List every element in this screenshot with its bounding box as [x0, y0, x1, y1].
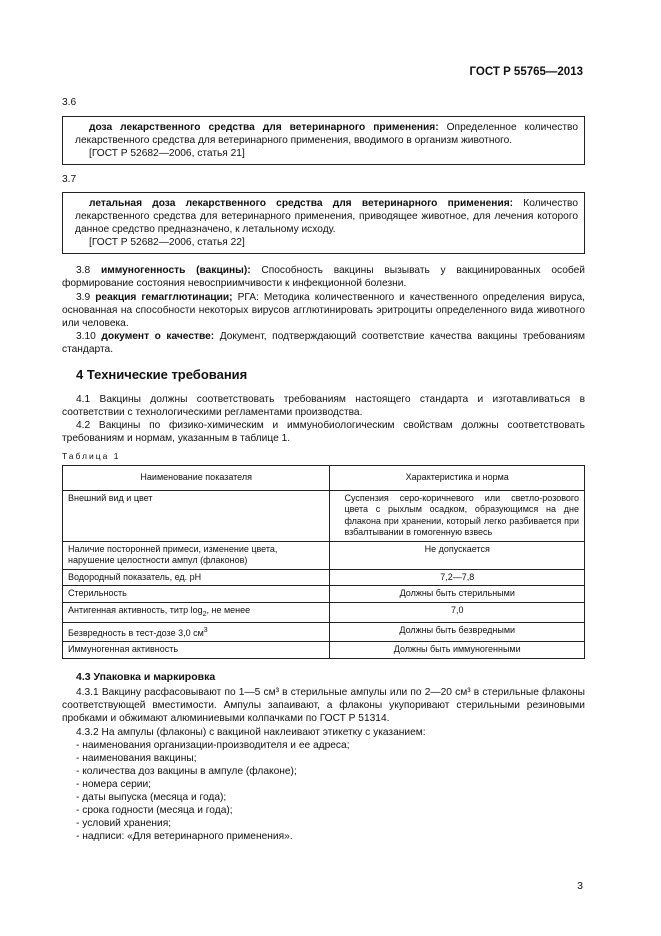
table-caption: Таблица 1: [62, 451, 121, 461]
term-definition: [75, 121, 578, 147]
paragraph-4-3-2: 4.3.2 На ампулы (флаконы) с вакциной наклеивают этикетку с указанием:: [76, 727, 426, 738]
list-item: - наименования вакцины;: [76, 752, 585, 765]
def-text: Способность вакцины вызывать у вакцинированных особей формирование состояния невосприимчивости к инфекционной болезни.: [62, 265, 585, 289]
term-title: летальная доза лекарственного средства для ветеринарного применения:: [89, 198, 514, 209]
table-cell: Водородный показатель, ед. рН: [63, 569, 330, 586]
list-item: - надписи: «Для ветеринарного применения».: [76, 830, 585, 843]
list-item: - количества доз вакцины в ампуле (флаконе);: [76, 765, 585, 778]
def-number: 3.10: [76, 331, 96, 342]
table-row: [63, 569, 585, 586]
paragraph-4-2: 4.2 Вакцины по физико-химическим и иммунобиологическим свойствам должны соответствовать требованиям и нормам, указанным в таблице 1.: [62, 420, 585, 444]
table-row: [63, 541, 585, 569]
table-cell: Стерильность: [63, 586, 330, 603]
label-list: [76, 739, 585, 843]
def-number: 3.8: [76, 265, 91, 276]
list-item: - условий хранения;: [76, 817, 585, 830]
def-term: реакция гемагглютинации;: [95, 292, 233, 303]
table-header-row: [63, 466, 585, 491]
table-cell: Безвредность в тест-дозе 3,0 $см^3$: [63, 622, 330, 642]
table-cell: Суспензия серо-коричневого или светло-розового цвета с рыхлым осадком, образующимся на дне флакона при хранении, который легко разбивается при взбалтывании в гомогенную взвесь: [330, 490, 585, 541]
table-cell: Должны быть безвредными: [330, 622, 585, 642]
table-cell: 7,2—7,8: [330, 569, 585, 586]
definition-3-10: [62, 330, 585, 356]
page-number: 3: [577, 880, 583, 892]
table-row: [63, 602, 585, 622]
def-number: 3.9: [76, 292, 91, 303]
table-cell: Антигенная активность, титр $\log_2$, не менее: [63, 602, 330, 622]
table-header: Наименование показателя: [63, 466, 330, 491]
term-text: Определенное количество лекарственного средства для ветеринарного применения, вводимого в организм животного.: [75, 122, 578, 146]
table-cell: Не допускается: [330, 541, 585, 569]
term-box: [62, 192, 585, 254]
document-id: ГОСТ Р 55765—2013: [469, 66, 583, 78]
paragraph-4-3-1: 4.3.1 Вакцину расфасовывают по 1—5 см³ в стерильные ампулы или по 2—20 см³ в стерильные флаконы соответствующей вместимости. Ампулы запаивают, а флаконы укупоривают стерильными резиновыми пробками и обжимают алюминиевыми колпачками по ГОСТ Р 51314.: [62, 687, 585, 724]
def-term: иммуногенность (вакцины):: [100, 265, 251, 276]
term-number: 3.7: [62, 174, 77, 185]
table-row: [63, 642, 585, 659]
definition-3-9: [62, 291, 585, 330]
term-text: Количество лекарственного средства для ветеринарного применения, приводящее животное, для лечения которого данное средство предназначено, к летальному исходу.: [75, 198, 579, 235]
definition-3-8: [62, 264, 585, 290]
term-source: [ГОСТ Р 52682—2006, статья 21]: [89, 148, 245, 159]
term-definition: [75, 197, 578, 236]
table-cell: Должны быть иммуногенными: [330, 642, 585, 659]
term-number: 3.6: [62, 97, 77, 108]
def-term: документ о качестве:: [101, 331, 215, 342]
table-cell: Внешний вид и цвет: [63, 490, 330, 541]
term-source: [ГОСТ Р 52682—2006, статья 22]: [89, 237, 245, 248]
list-item: - наименования организации-производителя и ее адреса;: [76, 739, 585, 752]
def-text: Документ, подтверждающий соответствие качества вакцины требованиям стандарта.: [62, 331, 585, 355]
list-item: - номера серии;: [76, 778, 585, 791]
term-title: доза лекарственного средства для ветеринарного применения:: [89, 122, 439, 133]
table-cell: Наличие посторонней примеси, изменение цвета, нарушение целостности ампул (флаконов): [63, 541, 330, 569]
subsection-heading: 4.3 Упаковка и маркировка: [76, 671, 216, 683]
list-item: - даты выпуска (месяца и года);: [76, 791, 585, 804]
table-row: [63, 586, 585, 603]
table-cell: Иммуногенная активность: [63, 642, 330, 659]
term-box: [62, 116, 585, 165]
table-cell: 7,0: [330, 602, 585, 622]
table-row: [63, 490, 585, 541]
table-cell: Должны быть стерильными: [330, 586, 585, 603]
def-text: РГА: Методика количественного и качественного определения вируса, основанная на способности некоторых вирусов агглютинировать эритроциты определенного вида животного или человека.: [62, 292, 585, 329]
requirements-table: [62, 465, 585, 659]
table-header: Характеристика и норма: [330, 466, 585, 491]
table-row: [63, 622, 585, 642]
section-heading: 4 Технические требования: [76, 367, 248, 382]
paragraph-4-1: 4.1 Вакцины должны соответствовать требованиям настоящего стандарта и изготавливаться в соответствии с технологическими регламентами производства.: [62, 394, 585, 418]
list-item: - срока годности (месяца и года);: [76, 804, 585, 817]
